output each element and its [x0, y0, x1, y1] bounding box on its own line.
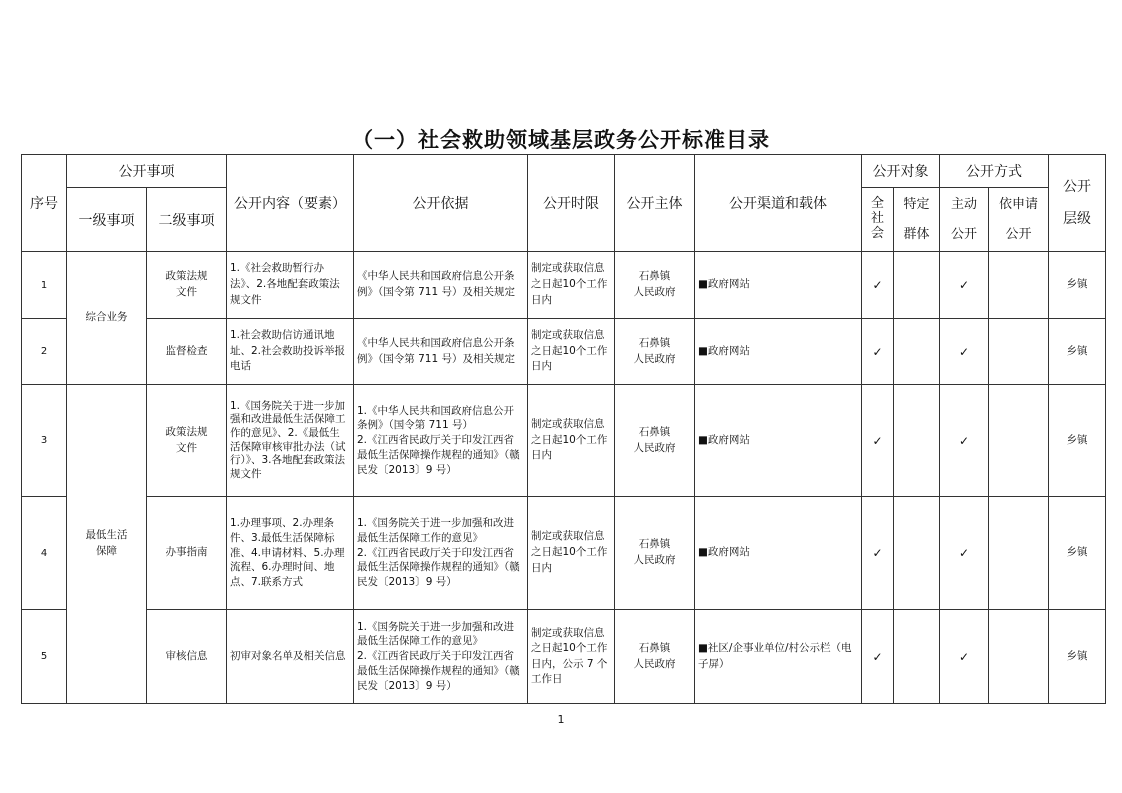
- apply-check: [989, 497, 1049, 610]
- table-row: [22, 610, 1106, 704]
- header-method-group: 公开方式: [940, 155, 1049, 188]
- header-target-group: 公开对象: [862, 155, 940, 188]
- level-cell: 乡镇: [1049, 497, 1106, 610]
- channel-cell: ■社区/企事业单位/村公示栏（电子屏）: [695, 610, 862, 704]
- level1-cell: 最低生活 保障: [67, 385, 147, 704]
- level2-cell: 办事指南: [147, 497, 227, 610]
- header-time: 公开时限: [528, 155, 615, 252]
- subject-cell: 石鼻镇 人民政府: [615, 319, 695, 385]
- specific-check: [894, 497, 940, 610]
- header-content: 公开内容（要素）: [227, 155, 354, 252]
- header-level-line1: 公开: [1063, 179, 1091, 195]
- channel-cell: ■政府网站: [695, 497, 862, 610]
- apply-check: [989, 610, 1049, 704]
- page-number: 1: [557, 713, 565, 726]
- level-cell: 乡镇: [1049, 252, 1106, 319]
- header-level2: 二级事项: [147, 188, 227, 252]
- header-subject: 公开主体: [615, 155, 695, 252]
- all-society-check: ✓: [862, 252, 894, 319]
- content-cell: 1.社会救助信访通讯地址、2.社会救助投诉举报电话: [227, 319, 354, 385]
- header-active: [940, 188, 989, 252]
- all-society-check: ✓: [862, 497, 894, 610]
- specific-check: [894, 610, 940, 704]
- content-cell: 1.《社会救助暂行办法》、2.各地配套政策法规文件: [227, 252, 354, 319]
- header-channel: 公开渠道和载体: [695, 155, 862, 252]
- level-cell: 乡镇: [1049, 319, 1106, 385]
- table-row: [22, 319, 1106, 385]
- content-cell: 1.《国务院关于进一步加强和改进最低生活保障工作的意见》、2.《最低生活保障审核审批办法（试行）》、3.各地配套政策法规文件: [227, 385, 354, 497]
- level2-cell: 监督检查: [147, 319, 227, 385]
- channel-cell: ■政府网站: [695, 385, 862, 497]
- header-specific: [894, 188, 940, 252]
- content-cell: 初审对象名单及相关信息: [227, 610, 354, 704]
- row-seq: 2: [22, 319, 67, 385]
- channel-cell: ■政府网站: [695, 252, 862, 319]
- active-check: ✓: [940, 252, 989, 319]
- active-check: ✓: [940, 319, 989, 385]
- level2-cell: 政策法规 文件: [147, 252, 227, 319]
- page-title: （一）社会救助领域基层政务公开标准目录: [352, 128, 770, 152]
- header-all-society: [862, 188, 894, 252]
- active-check: ✓: [940, 385, 989, 497]
- level-cell: 乡镇: [1049, 385, 1106, 497]
- apply-check: [989, 319, 1049, 385]
- table-row: [22, 385, 1106, 497]
- subject-cell: 石鼻镇 人民政府: [615, 385, 695, 497]
- row-seq: 1: [22, 252, 67, 319]
- subject-cell: 石鼻镇 人民政府: [615, 610, 695, 704]
- level-cell: 乡镇: [1049, 610, 1106, 704]
- header-apply-line2: 公开: [1005, 226, 1032, 242]
- specific-check: [894, 319, 940, 385]
- table-row: [22, 252, 1106, 319]
- all-society-check: ✓: [862, 385, 894, 497]
- header-basis: 公开依据: [354, 155, 528, 252]
- header-active-line2: 公开: [950, 226, 977, 242]
- level2-cell: 政策法规 文件: [147, 385, 227, 497]
- basis-cell: 1.《中华人民共和国政府信息公开条例》（国令第 711 号） 2.《江西省民政厅关于印发江西省最低生活保障操作规程的通知》（赣民发〔2013〕9 号）: [354, 385, 528, 497]
- header-specific-line2: 群体: [903, 226, 930, 242]
- content-cell: 1.办理事项、2.办理条件、3.最低生活保障标准、4.申请材料、5.办理流程、6.办理时间、地点、7.联系方式: [227, 497, 354, 610]
- active-check: ✓: [940, 610, 989, 704]
- time-cell: 制定或获取信息之日起10个工作日内，公示 7 个工作日: [528, 610, 615, 704]
- basis-cell: 《中华人民共和国政府信息公开条例》（国令第 711 号）及相关规定: [354, 319, 528, 385]
- channel-cell: ■政府网站: [695, 319, 862, 385]
- subject-cell: 石鼻镇 人民政府: [615, 252, 695, 319]
- header-level1: 一级事项: [67, 188, 147, 252]
- header-level-line2: 层级: [1063, 211, 1091, 227]
- level2-cell: 审核信息: [147, 610, 227, 704]
- header-level: [1049, 155, 1106, 252]
- specific-check: [894, 385, 940, 497]
- time-cell: 制定或获取信息之日起10个工作日内: [528, 252, 615, 319]
- row-seq: 5: [22, 610, 67, 704]
- catalog-table: [21, 154, 1106, 704]
- basis-cell: 《中华人民共和国政府信息公开条例》（国令第 711 号）及相关规定: [354, 252, 528, 319]
- header-all-society-text: 全社会: [870, 196, 884, 241]
- subject-cell: 石鼻镇 人民政府: [615, 497, 695, 610]
- level1-cell: 综合业务: [67, 252, 147, 385]
- time-cell: 制定或获取信息之日起10个工作日内: [528, 319, 615, 385]
- row-seq: 3: [22, 385, 67, 497]
- time-cell: 制定或获取信息之日起10个工作日内: [528, 385, 615, 497]
- basis-cell: 1.《国务院关于进一步加强和改进最低生活保障工作的意见》 2.《江西省民政厅关于印发江西省最低生活保障操作规程的通知》（赣民发〔2013〕9 号）: [354, 497, 528, 610]
- header-seq: 序号: [22, 155, 67, 252]
- table-row: [22, 497, 1106, 610]
- header-specific-line1: 特定: [903, 196, 930, 212]
- header-apply-line1: 依申请: [998, 196, 1038, 212]
- active-check: ✓: [940, 497, 989, 610]
- all-society-check: ✓: [862, 610, 894, 704]
- header-apply: [989, 188, 1049, 252]
- header-active-line1: 主动: [950, 196, 977, 212]
- apply-check: [989, 252, 1049, 319]
- header-items-group: 公开事项: [67, 155, 227, 188]
- all-society-check: ✓: [862, 319, 894, 385]
- time-cell: 制定或获取信息之日起10个工作日内: [528, 497, 615, 610]
- apply-check: [989, 385, 1049, 497]
- specific-check: [894, 252, 940, 319]
- basis-cell: 1.《国务院关于进一步加强和改进最低生活保障工作的意见》 2.《江西省民政厅关于印发江西省最低生活保障操作规程的通知》（赣民发〔2013〕9 号）: [354, 610, 528, 704]
- row-seq: 4: [22, 497, 67, 610]
